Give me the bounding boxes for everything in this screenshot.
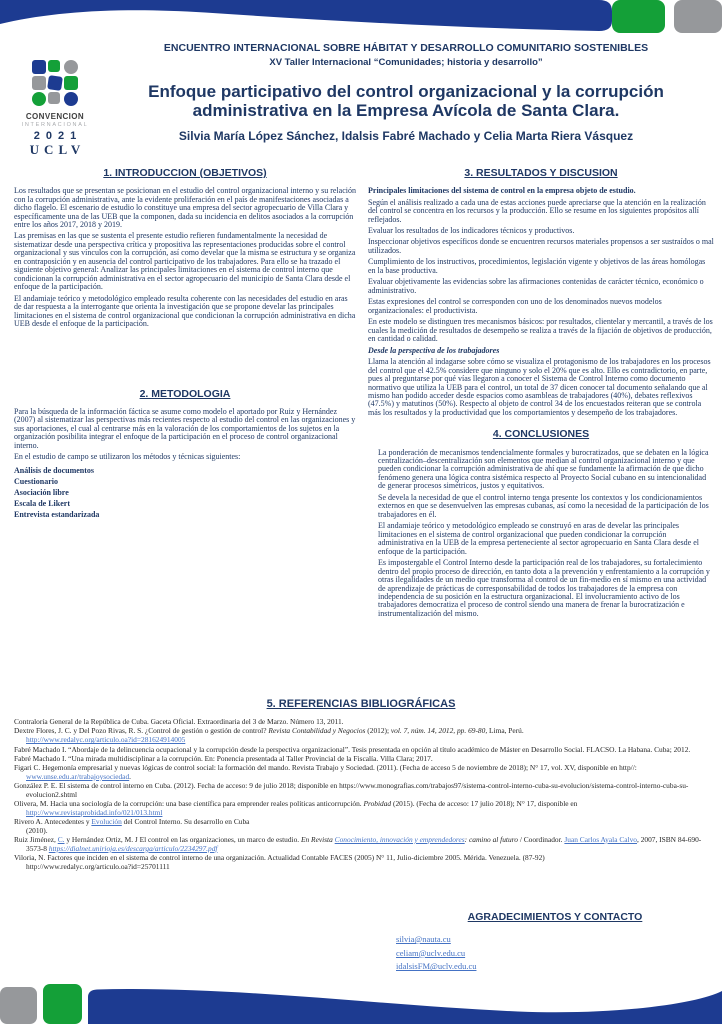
method-item: Escala de Likert	[14, 499, 70, 509]
conclusion-paragraph: El andamiaje teórico y metodológico empleado se construyó en aras de develar las principales limitaciones en el sistema de control organizacional que pueden condicionar la corrupción administrativa en la UEB de la empresa perteneciente al sector agropecuario en Santa Clara desde el enfoque de la participación.	[378, 521, 699, 556]
poster-header	[104, 42, 708, 143]
uclv-mosaic-icon	[8, 60, 102, 106]
reference-text: Fabré Machado I. “Una mirada multidisciplinar a la corrupción. En: Ponencia presentada al Taller Provincial de la Fiscalía. Villa Clara; 2017.	[14, 753, 433, 763]
mosaic-cell	[47, 75, 63, 91]
resultados-paragraph: Estas expresiones del control se corresponden con uno de los denominados nuevos modelos organizacionales: el productivista.	[368, 297, 662, 315]
reference-link[interactable]: www.unse.edu.ar/trabajoysociedad	[26, 771, 130, 781]
reference-text: Fabré Machado I. “Abordaje de la delincuencia ocupacional y la corrupción desde la perspectiva organizacional”. Tesis presentada en opción al título académico de Máster en Desarrollo Social. FLACSO. La Habana. Cuba; 2012.	[14, 744, 691, 754]
reference-text: Olivera, M. Hacia una sociología de la corrupción: una base científica para emprender reales políticas anticorrupción.	[14, 798, 364, 808]
reference-entry	[14, 853, 708, 871]
logo-subtitle: INTERNACIONAL	[21, 122, 89, 128]
reference-text: Dextre Flores, J. C. y Del Pozo Rivas, R. S. ¿Control de gestión o gestión de control?	[14, 726, 269, 736]
reference-link[interactable]: https://dialnet.unirioja.es/descarga/articulo/2234297.pdf	[48, 843, 218, 853]
metodologia-heading: 2. METODOLOGIA	[139, 387, 231, 400]
mosaic-cell	[32, 92, 46, 106]
contact-email-link[interactable]: celiam@uclv.edu.cu	[396, 947, 466, 958]
reference-link[interactable]: http://www.revistaprobidad.info/021/013.html	[26, 807, 163, 817]
reference-text: , 2007, ISBN 84-690-3573-8	[26, 834, 702, 853]
mosaic-cell	[32, 60, 46, 74]
intro-paragraph: Los resultados que se presentan se posicionan en el estudio del control organizacional interno y su relación con la corrupción administrativa, ante la evidente proliferación en el país de manifestaciones asociadas a dicho flagelo. El escenario de estudio lo constituye una empresa del sector agropecuario de Villa Clara y específicamente una de las UEB que la componen, dada su incidencia en delitos asociados a la corrupción entre los años 2017, 2018 y 2019.	[14, 186, 356, 229]
uclv-convention-logo	[8, 60, 102, 158]
reference-text: vol. 7, núm. 14, 2012, pp. 69-80,	[390, 726, 488, 736]
metodologia-body	[14, 408, 356, 462]
conclusion-paragraph: Es impostergable el Control Interno desde la participación real de los trabajadores, su fortalecimiento dentro del propio proceso de dirección, en tanto dota a la prevención y enfrentamiento a la corrupción y otras ilegalidades de un medio que transforma al control de un fin-medio en sí mismo en una actividad de aprendizaje de prácticas de corresponsabilidad de todos los trabajadores de la empresa con independencia de su posición en la estructura organizacional. El involucramiento activo de los trabajadores democratiza el proceso de control siendo una manera de frenar la burocratización e instrumentalización del mismo.	[378, 558, 710, 618]
bottom-wave-banner	[88, 984, 722, 1024]
resultados-paragraph: Llama la atención al indagarse sobre cómo se visualiza el protagonismo de los trabajadores en los procesos del control que el 42.5% considere que ninguno y solo el 20% que es alto. Ello es contradictorio, en parte, pues al preguntarse por qué vías llegaron a conocer el Sistema de Control Interno como documento normativo que utiliza la UEB para el control, un total de 37 dicen conocer tal documento señalando que al mismo han podido acceder desde espacios como asambleas de trabajadores (40%), debates reflexivos (47.5%) y matutinos (50%). Respecto al objeto de control 34 de los encuestados reiteran que se controla más los resultados y la productividad que los comportamientos y desempeño de los trabajadores.	[368, 357, 711, 417]
gray-corner-chip	[674, 0, 722, 33]
mosaic-cell	[64, 92, 78, 106]
reference-text: Lima, Perú.	[487, 726, 524, 736]
reference-text: http://www.redalyc.org/articulo.oa?id=25701111	[26, 861, 170, 871]
reference-entry	[14, 781, 708, 799]
intro-heading: 1. INTRODUCCION (OBJETIVOS)	[103, 167, 267, 179]
contact-heading: AGRADECIMIENTOS Y CONTACTO	[467, 911, 643, 923]
mosaic-cell	[48, 92, 60, 104]
mosaic-cell	[64, 60, 78, 74]
reference-text: : camino al futuro	[464, 834, 518, 844]
reference-entry	[14, 763, 708, 781]
reference-link[interactable]: Juan Carlos Ayala Calvo	[564, 834, 637, 844]
reference-entry	[14, 799, 708, 817]
intro-body	[14, 187, 356, 329]
method-item: Asociación libre	[14, 487, 69, 497]
resultados-paragraph: Evaluar objetivamente las evidencias sobre las afirmaciones contenidas de carácter técnico, económico o administrativo.	[368, 277, 704, 295]
reference-link[interactable]: http://www.redalyc.org/articulo.oa?id=281624914005	[26, 735, 186, 745]
conclusiones-heading: 4. CONCLUSIONES	[492, 428, 590, 441]
reference-link[interactable]: Evolución	[91, 816, 122, 826]
resultados-heading: 3. RESULTADOS Y DISCUSION	[464, 167, 618, 179]
reference-text: del Control Interno. Su desarrollo en Cuba	[121, 816, 250, 826]
contact-email-link[interactable]: idalsisFM@uclv.edu.cu	[396, 961, 477, 972]
logo-title: CONVENCION	[25, 112, 85, 121]
references-section	[14, 698, 708, 871]
resultados-paragraph: Cumplimiento de los instructivos, procedimientos, legislación vigente y objetivos de las áreas homólogas en la base productiva.	[368, 257, 706, 275]
conclusiones-body	[368, 449, 714, 619]
resultados-paragraph: Principales limitaciones del sistema de control en la empresa objeto de estudio.	[368, 186, 636, 196]
reference-text: y Hernández Ortiz, M. J El control en las organizaciones, un marco de estudio.	[64, 834, 301, 844]
reference-entry	[14, 835, 708, 853]
reference-text: Ruiz Jiménez,	[14, 834, 58, 844]
reference-text: (2012);	[365, 726, 391, 736]
mosaic-cell	[64, 76, 78, 90]
references-heading: 5. REFERENCIAS BIBLIOGRÁFICAS	[266, 698, 456, 710]
conclusion-paragraph: La ponderación de mecanismos tendencialmente formales y burocratizados, que se debaten en la lógica centralización–descentralización son elementos que median al control organizacional interno y que pueden condicionar la corrupción administrativa de ahí que se fundamente la afirmación de que dicho fenómeno genera una lógica contra sistémica respecto al Proyecto Social cubano en su intencionalidad de generar procesos simétricos, justos y equitativos.	[378, 447, 709, 491]
green-corner-chip	[43, 984, 82, 1024]
resultados-paragraph: Inspeccionar objetivos específicos donde se encuentren recursos materiales propensos a ser sustraídos o mal utilizados.	[368, 237, 714, 255]
gray-corner-chip	[0, 987, 37, 1024]
authors-line: Silvia María López Sánchez, Idalsis Fabré Machado y Celia Marta Riera Vásquez	[178, 129, 634, 144]
method-item: Cuestionario	[14, 476, 58, 486]
reference-text: / Coordinador.	[517, 834, 565, 844]
conclusion-paragraph: Se devela la necesidad de que el control interno tenga presente los contextos y los condicionamientos externos en que se desenvuelven las empresas cubanas, así como la necesidad de la participación de los trabajadores en él.	[378, 492, 709, 519]
reference-entry	[14, 717, 708, 726]
event-name: ENCUENTRO INTERNACIONAL SOBRE HÁBITAT Y DESARROLLO COMUNITARIO SOSTENIBLES	[163, 42, 649, 54]
resultados-paragraph: Según el análisis realizado a cada una de estas acciones puede apreciarse que la atención en la realización del control se concentra en los recursos y la producción. Ello se resume en los siguientes propósitos allí reflejados.	[368, 197, 706, 224]
poster-title: Enfoque participativo del control organizacional y la corrupción administrativa en la Empresa Avícola de Santa Clara.	[148, 82, 664, 121]
resultados-paragraph: En este modelo se distinguen tres mecanismos básicos: por resultados, clientelar y mercantil, a través de los cuales la medición de resultados de desempeño se realiza a través de la fijación de objetivos de producción, en cantidad o calidad.	[368, 317, 713, 344]
logo-year: 2021	[33, 130, 83, 142]
method-item: Entrevista estandarizada	[14, 510, 100, 520]
reference-text: .	[129, 771, 132, 781]
metodologia-paragraph: Para la búsqueda de la información fáctica se asume como modelo el aportado por Ruiz y Hernández (2007) al sistematizar las perspectivas más recientes respecto al estudio del control en las organizaciones y sus aportaciones, el cual al centrarse más en la valoración de los comportamientos de los sujetos en la organización posibilita integrar el enfoque de la participación en el proceso de control organizacional interno.	[14, 406, 356, 450]
reference-link[interactable]: C.	[57, 834, 65, 844]
reference-entry	[14, 726, 708, 744]
resultados-body	[368, 187, 714, 417]
reference-text: En Revista	[301, 834, 335, 844]
intro-paragraph: Las premisas en las que se sustenta el presente estudio refieren fundamentalmente la necesidad de sistematizar desde una perspectiva crítica y propositiva las representaciones producidas sobre el control organizacional y sus vínculos con la corrupción, así como develar que la misma se estructura y se organiza en contraposición y en ausencia del control participativo de los trabajadores. Para ello se ha trazado el siguiente objetivo general: Analizar las principales limitaciones en el sistema de control interno que condicionan la corrupción administrativa en el sector agropecuario del municipio de Santa Clara desde el enfoque de la participación.	[14, 231, 356, 292]
references-list	[14, 717, 708, 871]
reference-entry	[14, 817, 708, 835]
reference-entry	[14, 754, 708, 763]
reference-text: Viloria, N. Factores que inciden en el sistema de control interno de una organización. Actualidad Contable FACES (2005) N° 11, Julio-diciembre 2005. Mérida. Venezuela. (87-92)	[14, 852, 545, 862]
right-column	[368, 168, 714, 621]
reference-text: Contraloría General de la República de Cuba. Gaceta Oficial. Extraordinaria del 3 de Marzo. Número 13, 2011.	[14, 717, 344, 727]
left-column	[14, 168, 356, 521]
resultados-paragraph: Evaluar los resultados de los indicadores técnicos y productivos.	[368, 226, 575, 235]
reference-text: González P. E. El sistema de control interno en Cuba. (2012). Fecha de acceso: 9 de julio 2018; disponible en https://www.monografias.com/trabajos97/sistema-control-interno-cuba-su-evolucion/sistema-control-interno-cuba-su-evolucion2.shtml	[14, 780, 689, 799]
reference-entry	[14, 745, 708, 754]
reference-text: Revista Contabilidad y Negocios	[268, 726, 366, 736]
methods-list	[14, 465, 356, 521]
reference-link[interactable]: Conocimiento, innovación y emprendedores	[334, 834, 465, 844]
intro-paragraph: El andamiaje teórico y metodológico empleado resulta coherente con las necesidades del estudio en aras de dar respuesta a la interrogante que orienta la investigación que se propone develar las principales limitaciones en el sistema de control organizacional que condicionan la corrupción administrativa en dicha UEB desde el enfoque de la participación.	[14, 293, 356, 329]
resultados-paragraph: Desde la perspectiva de los trabajadores	[368, 345, 500, 355]
top-wave-banner	[0, 0, 612, 33]
workshop-name: XV Taller Internacional “Comunidades; historia y desarrollo”	[269, 57, 543, 68]
reference-text: (2010).	[26, 825, 48, 835]
mosaic-cell	[32, 76, 46, 90]
logo-org: UCLV	[29, 142, 86, 157]
reference-text: Rivero A. Antecedentes y	[14, 816, 92, 826]
reference-text: Probidad	[363, 798, 392, 808]
reference-text: Figari C. Hegemonía empresarial y nuevas lógicas de control social: la formación del mando. Revista Trabajo y Sociedad. (2011). (Fecha de acceso 5 de noviembre de 2018); N° 17, vol. XV, disponible en http//:	[14, 762, 637, 772]
green-corner-chip	[612, 0, 665, 33]
method-item: Análisis de documentos	[14, 465, 95, 475]
contact-email-link[interactable]: silvia@nauta.cu	[396, 934, 451, 944]
metodologia-paragraph: En el estudio de campo se utilizaron los métodos y técnicas siguientes:	[14, 452, 241, 462]
mosaic-cell	[48, 60, 60, 72]
contact-emails	[396, 933, 476, 974]
reference-text: (2015). (Fecha de acceso: 17 julio 2018); N° 17, disponible en	[391, 798, 578, 808]
